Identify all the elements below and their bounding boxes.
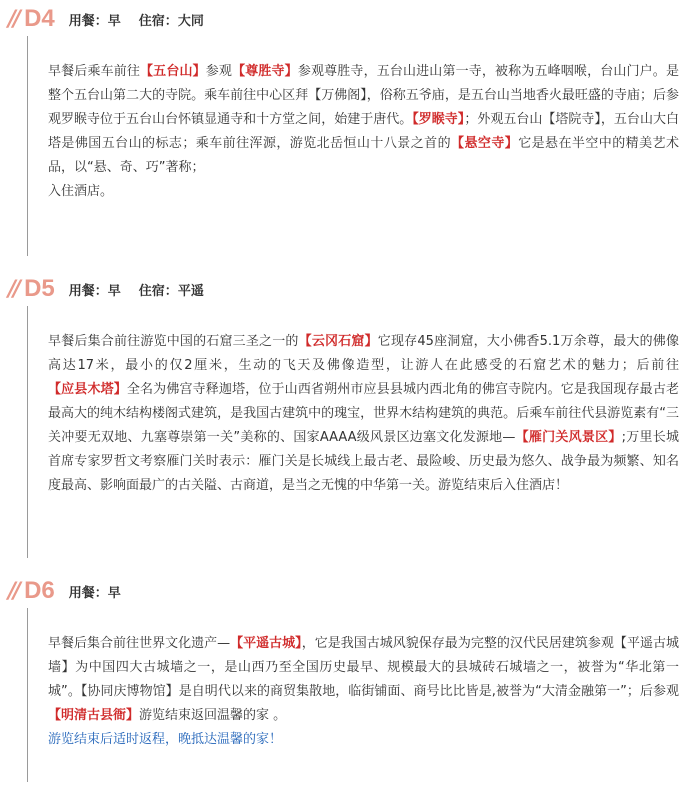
highlighted-place-name: 【悬空寺】 (451, 136, 519, 151)
description-text: 它是悬在半空中的精美艺术品，以“悬、奇、巧”著称； (48, 136, 679, 175)
closing-note: 游览结束后适时返程，晚抵达温馨的家！ (48, 732, 283, 747)
description-text: 入住酒店。 (48, 184, 114, 199)
stay-label: 住宿： (138, 13, 178, 29)
day-description (27, 608, 679, 782)
highlighted-place-name: 【雁门关风景区】 (515, 430, 622, 445)
day-number: D4 (24, 5, 55, 32)
meal-label: 用餐： (68, 13, 108, 29)
description-text: 早餐后集合前往游览中国的石窟三圣之一的 (48, 334, 299, 349)
description-text: 参观尊胜寺，五台山进山第一寺，被称为五峰咽喉，台山门户。是整个五台山第二大的寺院。乘车前往中心区拜【万佛阁】，俗称五爷庙，是五台山当地香火最旺盛的寺庙；后参观罗睺寺位于五台山台怀镇显通寺和十方堂之间，始建于唐代。 (48, 64, 679, 127)
highlighted-place-name: 【五台山】 (140, 64, 206, 79)
slash-decoration-icon: // (8, 276, 19, 302)
highlighted-place-name: 【罗睺寺】 (412, 112, 465, 127)
day-header (0, 272, 699, 306)
day-section-d4 (0, 0, 699, 256)
description-text: 早餐后乘车前往 (48, 64, 141, 79)
day-meta (69, 10, 204, 29)
day-meta (69, 280, 204, 299)
stay-label: 住宿： (138, 283, 178, 299)
meal-value: 早 (107, 283, 121, 299)
day-number: D5 (24, 275, 55, 302)
day-header (0, 2, 699, 36)
description-text: ，它是我国古城风貌保存最为完整的汉代民居建筑参观【平遥古城墙】为中国四大古城墙之一，是山西乃至全国历史最早、规模最大的县城砖石城墙之一，被誉为“华北第一城”。【协同庆博物馆】是自明代以来的商贸集散地，临街铺面、商号比比皆是,被誉为“大清金融第一”；后参观 (48, 636, 679, 699)
highlighted-place-name: 【应县木塔】 (48, 382, 127, 397)
highlighted-place-name: 【明清古县衙】 (48, 708, 140, 723)
highlighted-place-name: 【尊胜寺】 (232, 64, 298, 79)
description-text: ;万里长城首席专家罗哲文考察雁门关时表示：雁门关是长城线上最古老、最险峻、历史最为悠久、战争最为频繁、知名度最高、影响面最广的古关隘、古商道，是当之无愧的中华第一关。游览结束后入住酒店！ (48, 430, 679, 493)
highlighted-place-name: 【平遥古城】 (230, 636, 302, 651)
slash-decoration-icon: // (8, 578, 19, 604)
slash-decoration-icon: // (8, 6, 19, 32)
description-text: 早餐后集合前往世界文化遗产— (48, 636, 231, 651)
description-text: ；外观五台山【塔院寺】，五台山大白塔是佛国五台山的标志；乘车前往浑源，游览北岳恒山十八景之首的 (48, 112, 679, 151)
meal-value: 早 (107, 585, 121, 601)
description-text: 游览结束返回温馨的家 。 (139, 708, 287, 723)
day-meta (69, 582, 121, 601)
day-section-d6 (0, 574, 699, 782)
stay-value: 平遥 (177, 283, 204, 299)
day-header (0, 574, 699, 608)
day-description (27, 306, 679, 558)
meal-label: 用餐： (68, 283, 108, 299)
day-section-d5 (0, 272, 699, 558)
highlighted-place-name: 【云冈石窟】 (298, 334, 378, 349)
meal-label: 用餐： (68, 585, 108, 601)
description-text: 参观 (205, 64, 233, 79)
stay-value: 大同 (177, 13, 204, 29)
description-text: 它现存45座洞窟，大小佛香5.1万余尊，最大的佛像高达17米，最小的仅2厘米，生动的飞天及佛像造型，让游人在此感受的石窟艺术的魅力；后前往 (48, 334, 679, 373)
description-text: 全名为佛宫寺释迦塔，位于山西省朔州市应县县城内西北角的佛宫寺院内。它是我国现存最古老最高大的纯木结构楼阁式建筑，是我国古建筑中的瑰宝，世界木结构建筑的典范。后乘车前往代县游览素有“三关冲要无双地、九塞尊崇第一关”美称的、国家AAAA级风景区边塞文化发源地— (48, 382, 679, 445)
day-number: D6 (24, 577, 55, 604)
meal-value: 早 (107, 13, 121, 29)
day-description (27, 36, 679, 256)
